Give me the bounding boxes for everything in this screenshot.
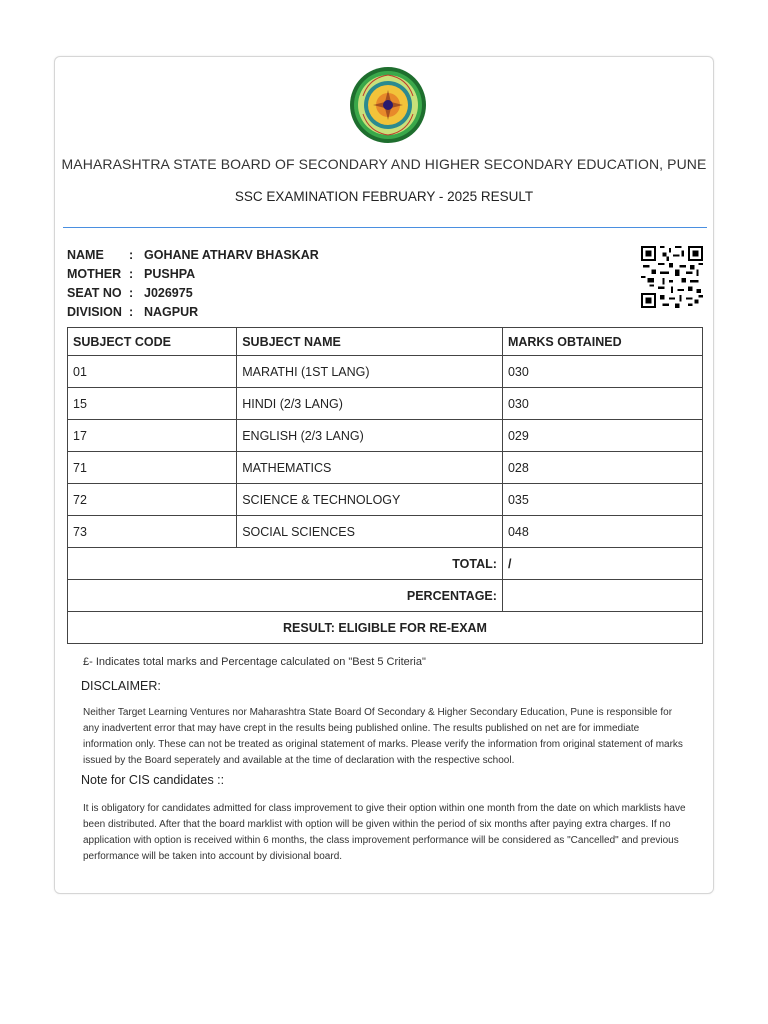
best-five-note: £- Indicates total marks and Percentage calculated on "Best 5 Criteria" [83, 656, 426, 668]
marks-obtained: 030 [502, 356, 702, 388]
qr-code-icon [641, 245, 703, 309]
subject-code: 01 [68, 356, 237, 388]
division-label: DIVISION [67, 305, 122, 319]
subject-code: 71 [68, 452, 237, 484]
board-logo [349, 66, 427, 144]
column-header-marks: MARKS OBTAINED [502, 328, 702, 356]
separator: : [129, 248, 134, 262]
mother-name-row [67, 265, 319, 284]
subject-name: SCIENCE & TECHNOLOGY [237, 484, 503, 516]
total-row [68, 548, 703, 580]
student-name-row [67, 246, 319, 265]
header-divider [63, 227, 707, 228]
subject-code: 73 [68, 516, 237, 548]
marks-obtained: 035 [502, 484, 702, 516]
percentage-value [502, 580, 702, 612]
result-card [54, 56, 714, 894]
disclaimer-heading: DISCLAIMER: [81, 679, 161, 693]
table-row [68, 484, 703, 516]
mother-name: PUSHPA [144, 267, 196, 281]
name-label: NAME [67, 248, 104, 262]
subject-name: HINDI (2/3 LANG) [237, 388, 503, 420]
total-value: / [502, 548, 702, 580]
marks-obtained: 030 [502, 388, 702, 420]
table-row [68, 420, 703, 452]
seat-no-row [67, 284, 319, 303]
marks-obtained: 029 [502, 420, 702, 452]
table-row [68, 388, 703, 420]
table-row [68, 516, 703, 548]
subject-name: ENGLISH (2/3 LANG) [237, 420, 503, 452]
mother-label: MOTHER [67, 267, 122, 281]
student-info [67, 246, 319, 322]
subject-code: 15 [68, 388, 237, 420]
result-row [68, 612, 703, 644]
marks-obtained: 048 [502, 516, 702, 548]
total-label: TOTAL: [68, 548, 503, 580]
disclaimer-text: Neither Target Learning Ventures nor Maharashtra State Board Of Secondary & Higher Secondary Education, Pune is responsible for any inadvertent error that may have crept in the results being published online. The results published on net are for immediate information only. These can not be treated as original statement of marks. Please verify the information from original statement of marks issued by the Board seperately and available at the time of declaration with the respective school. [83, 707, 683, 766]
cis-heading: Note for CIS candidates :: [81, 773, 225, 787]
subject-name: SOCIAL SCIENCES [237, 516, 503, 548]
seat-label: SEAT NO [67, 286, 122, 300]
table-row [68, 356, 703, 388]
separator: : [129, 267, 134, 281]
division-name: NAGPUR [144, 305, 199, 319]
student-name: GOHANE ATHARV BHASKAR [144, 248, 319, 262]
percentage-label: PERCENTAGE: [68, 580, 503, 612]
subject-code: 17 [68, 420, 237, 452]
subject-name: MATHEMATICS [237, 452, 503, 484]
result-status: RESULT: ELIGIBLE FOR RE-EXAM [68, 612, 703, 644]
marks-table [67, 327, 703, 644]
subject-code: 72 [68, 484, 237, 516]
separator: : [129, 305, 134, 319]
exam-title: SSC EXAMINATION FEBRUARY - 2025 RESULT [234, 189, 534, 204]
table-row [68, 452, 703, 484]
seat-number: J026975 [144, 286, 193, 300]
column-header-subject-code: SUBJECT CODE [68, 328, 237, 356]
percentage-row [68, 580, 703, 612]
subject-name: MARATHI (1ST LANG) [237, 356, 503, 388]
board-title: MAHARASHTRA STATE BOARD OF SECONDARY AND HIGHER SECONDARY EDUCATION, PUNE [61, 156, 707, 172]
division-row [67, 303, 319, 322]
separator: : [129, 286, 134, 300]
table-header-row [68, 328, 703, 356]
marks-obtained: 028 [502, 452, 702, 484]
column-header-subject-name: SUBJECT NAME [237, 328, 503, 356]
cis-text: It is obligatory for candidates admitted for class improvement to give their option within one month from the date on which marklists have been distributed. After that the board marklist with option will be given within the period of six months after paying extra charges. If no application with option is received within 6 months, the class improvement performance will be considered as "Cancelled" and previous performance will be taken into account by divisional board. [83, 803, 686, 862]
